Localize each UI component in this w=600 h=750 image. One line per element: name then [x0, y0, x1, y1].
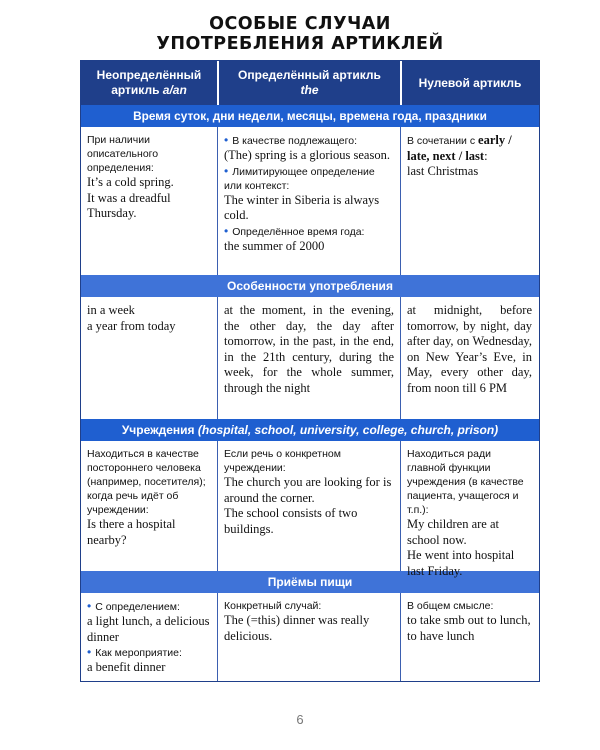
- page-number: 6: [296, 712, 304, 727]
- time-definite-cell: [217, 127, 400, 275]
- usage-zero-cell: [400, 297, 538, 419]
- section-meals-title-text: Приёмы пищи: [267, 575, 353, 589]
- section-institutions-title-list: (hospital, school, university, college, church, prison): [197, 423, 499, 437]
- time-zero-desc-prefix: В сочетании с: [407, 135, 479, 147]
- meals-indefinite-example-1: a light lunch, a delicious dinner: [87, 614, 210, 644]
- time-zero-example-1: last Christmas: [407, 164, 479, 178]
- table-row-institutions: [81, 441, 539, 578]
- institutions-definite-example-2: The school consists of two buildings.: [224, 506, 358, 536]
- usage-definite-cell: [217, 297, 400, 419]
- header-zero-label: Нулевой артикль: [418, 75, 522, 90]
- meals-indefinite-bullet-2: • Как мероприятие:: [87, 645, 211, 660]
- institutions-indefinite-desc: Находиться в качестве постороннего человека (например, посетителя); когда речь идёт об учреждении:: [87, 448, 206, 516]
- header-definite-article: the: [300, 83, 319, 97]
- section-time-title-text: Время суток, дни недели, месяцы, времена года, праздники: [133, 109, 487, 123]
- title-line-1: ОСОБЫЕ СЛУЧАИ: [209, 14, 391, 34]
- time-definite-bullet-3: • Определённое время года:: [224, 224, 394, 239]
- time-indefinite-cell: [81, 127, 217, 275]
- time-indefinite-desc: При наличии описательного определения:: [87, 134, 159, 174]
- table-row-meals: [81, 593, 539, 681]
- time-zero-cell: [400, 127, 538, 275]
- institutions-indefinite-example-1: Is there a hospital nearby?: [87, 517, 176, 547]
- section-institutions-title: [81, 419, 539, 441]
- usage-indefinite-example-2: a year from today: [87, 318, 176, 333]
- institutions-definite-cell: [217, 441, 400, 571]
- institutions-zero-example-2: He went into hospital last Friday.: [407, 548, 515, 578]
- header-indefinite-article: a/an: [162, 83, 187, 97]
- usage-zero-example: at midnight, before tomorrow, by night, day after day, on Wednesday, on New Year’s Eve, in May, every other day, from noon till 6 PM: [407, 303, 532, 395]
- meals-indefinite-example-2: a benefit dinner: [87, 660, 166, 674]
- time-definite-bullet-1: • В качестве подлежащего:: [224, 133, 394, 148]
- meals-definite-cell: [217, 593, 400, 681]
- meals-definite-desc: Конкретный случай:: [224, 600, 322, 612]
- section-institutions-title-prefix: Учреждения: [121, 423, 198, 437]
- institutions-indefinite-cell: [81, 441, 217, 571]
- articles-table: [80, 60, 540, 682]
- time-zero-words: early / late, next / last: [407, 133, 512, 163]
- time-indefinite-example-1: It’s a cold spring.: [87, 175, 174, 189]
- time-definite-example-1: (The) spring is a glorious season.: [224, 148, 390, 162]
- table-row-usage: [81, 297, 539, 419]
- page-title: [0, 14, 600, 54]
- meals-definite-example-1: The (=this) dinner was really delicious.: [224, 613, 370, 643]
- meals-zero-example-1: to take smb out to lunch, to have lunch: [407, 613, 531, 643]
- usage-indefinite-cell: [81, 297, 217, 419]
- header-indefinite-line1: Неопределённый: [96, 68, 202, 82]
- meals-indefinite-cell: [81, 593, 217, 681]
- institutions-zero-cell: [400, 441, 538, 578]
- section-time-title: [81, 105, 539, 127]
- institutions-definite-desc: Если речь о конкретном учреждении:: [224, 448, 341, 474]
- header-definite: [217, 61, 400, 105]
- section-usage-title-text: Особенности употребления: [227, 279, 393, 293]
- time-indefinite-example-2: It was a dreadful Thursday.: [87, 190, 171, 220]
- usage-definite-example: at the moment, in the evening, the other day, the day after tomorrow, in the past, in the end, in the 21th century, during the week, for the whole summer, through the night: [224, 303, 394, 395]
- section-institutions-title-inner: [122, 419, 498, 441]
- section-usage-title: [81, 275, 539, 297]
- institutions-zero-example-1: My children are at school now.: [407, 517, 499, 547]
- time-zero-desc-suffix: :: [484, 148, 488, 163]
- time-definite-bullet-2: • Лимитирующее определение или контекст:: [224, 164, 394, 193]
- header-indefinite-prefix: артикль: [111, 83, 163, 97]
- header-definite-line1: Определённый артикль: [238, 68, 381, 82]
- usage-indefinite-example-1: in a week: [87, 303, 135, 317]
- meals-indefinite-bullet-1: • С определением:: [87, 599, 211, 614]
- institutions-zero-desc: Находиться ради главной функции учреждения (в качестве пациента, учащегося и т.п.):: [407, 448, 524, 516]
- institutions-definite-example-1: The church you are looking for is around the corner.: [224, 475, 392, 505]
- header-zero: [400, 61, 538, 105]
- header-indefinite-line2: [111, 83, 187, 98]
- title-line-2: УПОТРЕБЛЕНИЯ АРТИКЛЕЙ: [156, 34, 444, 54]
- table-row-time: [81, 127, 539, 275]
- time-definite-example-3: the summer of 2000: [224, 238, 325, 253]
- time-definite-example-2: The winter in Siberia is always cold.: [224, 192, 380, 222]
- header-indefinite: [81, 61, 217, 105]
- meals-zero-desc: В общем смысле:: [407, 600, 494, 612]
- table-header: [81, 61, 539, 105]
- time-zero-desc: [407, 133, 532, 164]
- meals-zero-cell: [400, 593, 538, 681]
